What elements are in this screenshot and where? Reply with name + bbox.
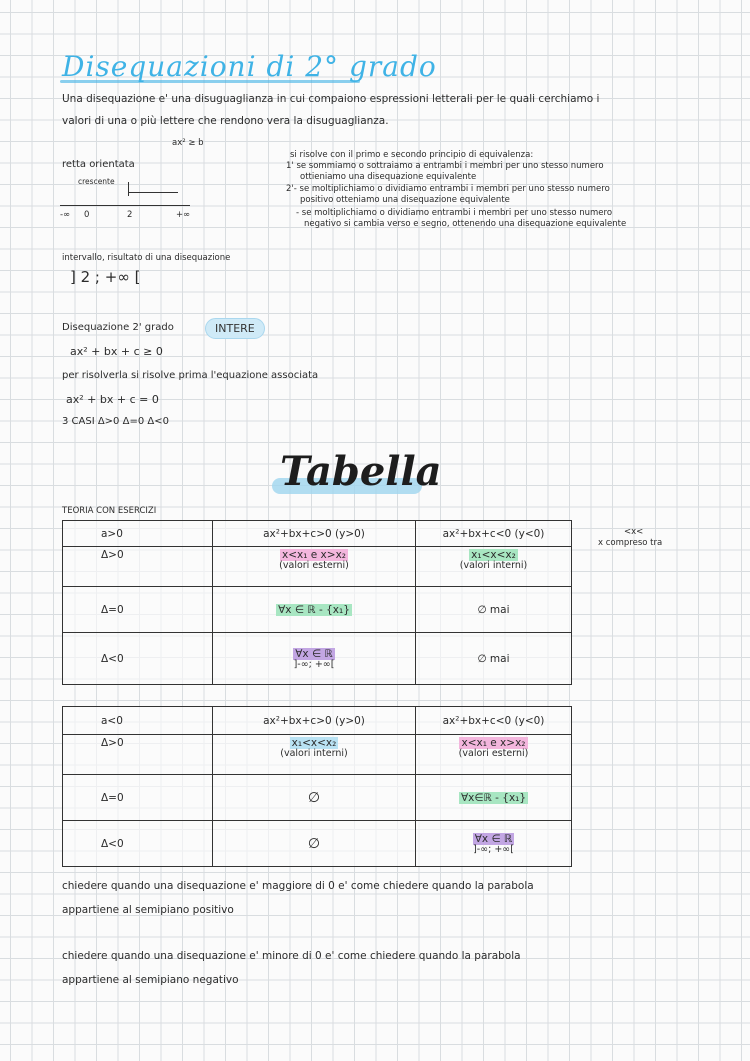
intervallo-value: ] 2 ; +∞ [ (70, 268, 141, 286)
principles-line-7: negativo si cambia verso e segno, ottenendo una disequazione equivalente (304, 219, 627, 229)
table1-header-pos: ax²+bx+c>0 (y>0) (213, 521, 416, 547)
table1-cell (213, 587, 416, 633)
table2-pos-main: ∅ (213, 775, 416, 821)
table1-delta: Δ<0 (63, 633, 213, 685)
intro-line-1: Una disequazione e' una disuguaglianza in cui compaiono espressioni letterali per le quali cerchiamo i (62, 93, 600, 105)
table2-neg-main: ∀x∈ℝ - {x₁} (460, 791, 527, 804)
table2-header-neg: ax²+bx+c<0 (y<0) (416, 707, 572, 735)
tick-zero: 0 (84, 210, 90, 220)
graph-horizontal-line (128, 192, 178, 193)
diagram-formula: ax² ≥ b (172, 138, 204, 148)
table2-header-pos: ax²+bx+c>0 (y>0) (213, 707, 416, 735)
table2-neg-main: ∀x ∈ ℝ (474, 832, 513, 845)
table1-cell (213, 633, 416, 685)
table1-neg-main: ∅ mai (416, 633, 572, 685)
principles-line-4: 2'- se moltiplichiamo o dividiamo entrambi i membri per uno stesso numero (286, 184, 610, 194)
table1-neg-sub: (valori interni) (459, 560, 528, 571)
equation-associata: ax² + bx + c = 0 (66, 393, 159, 406)
disequazione-2-grado-label: Disequazione 2' grado (62, 322, 174, 333)
principles-line-1: si risolve con il primo e secondo principio di equivalenza: (290, 150, 534, 160)
principles-line-2: 1' se sommiamo o sottraiamo a entrambi i membri per uno stesso numero (286, 161, 604, 171)
tick-two: 2 (127, 210, 133, 220)
principles-line-5: positivo otteniamo una disequazione equivalente (300, 195, 510, 205)
intro-line-2: valori di una o più lettere che rendono vera la disuguaglianza. (62, 115, 389, 127)
principles-line-6: - se moltiplichiamo o dividiamo entrambi i membri per uno stesso numero (296, 208, 613, 218)
principles-line-3: ottieniamo una disequazione equivalente (300, 172, 477, 182)
table-row (63, 775, 572, 821)
table2-pos-sub: (valori interni) (280, 748, 348, 759)
teoria-label: TEORIA CON ESERCIZI (62, 506, 157, 516)
table-a-negative (62, 706, 572, 867)
table2-neg-sub: ]-∞; +∞[ (473, 843, 514, 855)
page-title: Disequazioni di 2° grado (62, 50, 437, 83)
table2-pos-main: ∅ (213, 821, 416, 867)
table-row (63, 633, 572, 685)
table2-delta: Δ<0 (63, 821, 213, 867)
table1-pos-sub: (valori esterni) (279, 560, 349, 571)
conclusion-p1-line2: appartiene al semipiano positivo (62, 904, 234, 916)
table1-delta: Δ=0 (63, 587, 213, 633)
side-note-top: <x< (624, 527, 644, 537)
table2-cell (416, 775, 572, 821)
tre-casi: 3 CASI Δ>0 Δ=0 Δ<0 (62, 416, 169, 427)
table1-pos-main: x<x₁ e x>x₂ (281, 549, 346, 561)
crescente-label: crescente (78, 177, 115, 186)
table-a-positive (62, 520, 572, 685)
conclusion-p1-line1: chiedere quando una disequazione e' maggiore di 0 e' come chiedere quando la parabola (62, 880, 534, 892)
tabella-title: Tabella (280, 448, 442, 495)
table-row (63, 547, 572, 587)
table-row (63, 587, 572, 633)
table1-pos-main: ∀x ∈ ℝ - {x₁} (278, 603, 350, 616)
table2-cell (416, 735, 572, 775)
table1-header-a: a>0 (63, 521, 213, 547)
table2-delta: Δ=0 (63, 775, 213, 821)
table-row (63, 735, 572, 775)
table1-delta: Δ>0 (63, 547, 213, 587)
retta-orientata-label: retta orientata (62, 159, 135, 170)
table1-neg-main: ∅ mai (416, 587, 572, 633)
table1-pos-sub: ]-∞; +∞[ (293, 658, 335, 670)
table1-header-neg: ax²+bx+c<0 (y<0) (416, 521, 572, 547)
tick-neg-inf: -∞ (60, 210, 71, 220)
table2-header-row (63, 707, 572, 735)
intere-badge: INTERE (205, 318, 265, 339)
tick-pos-inf: +∞ (176, 210, 191, 220)
table1-cell (416, 547, 572, 587)
table2-pos-main: x₁<x<x₂ (291, 737, 337, 749)
table1-pos-main: ∀x ∈ ℝ (295, 647, 333, 660)
risolverla-text: per risolverla si risolve prima l'equazione associata (62, 370, 319, 381)
table1-header-row (63, 521, 572, 547)
side-note-bottom: x compreso tra (598, 538, 663, 548)
table2-cell (416, 821, 572, 867)
table2-delta: Δ>0 (63, 735, 213, 775)
table1-cell (213, 547, 416, 587)
table1-neg-main: x₁<x<x₂ (471, 549, 516, 561)
table2-neg-main: x<x₁ e x>x₂ (461, 737, 526, 749)
table2-neg-sub: (valori esterni) (458, 748, 529, 759)
graph-vertical-line (128, 182, 129, 196)
conclusion-p2-line2: appartiene al semipiano negativo (62, 974, 239, 986)
table2-cell (213, 735, 416, 775)
equation-inequality: ax² + bx + c ≥ 0 (70, 345, 163, 358)
table-row (63, 821, 572, 867)
intervallo-label: intervallo, risultato di una disequazione (62, 253, 231, 263)
number-line (60, 205, 190, 206)
conclusion-p2-line1: chiedere quando una disequazione e' minore di 0 e' come chiedere quando la parabola (62, 950, 521, 962)
table2-header-a: a<0 (63, 707, 213, 735)
